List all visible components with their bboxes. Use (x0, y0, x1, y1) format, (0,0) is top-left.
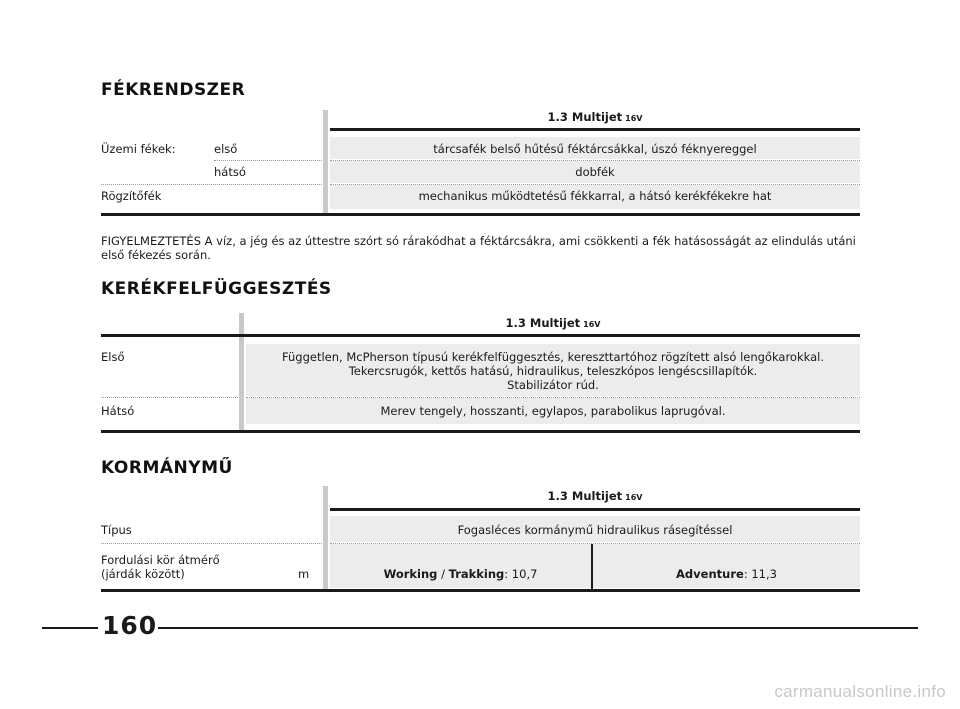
value-line: Stabilizátor rúd. (507, 378, 599, 392)
column-header-engine: 1.3 Multijet (505, 316, 581, 330)
version-trekking: Trakking (448, 567, 505, 581)
table-bottom-rule (101, 589, 860, 592)
value-suspension-front (246, 350, 860, 392)
row-label-front: Első (101, 350, 125, 364)
value-row-bg (330, 544, 860, 588)
row-label-type: Típus (101, 523, 132, 537)
row-label-parking-brake: Rögzítőfék (101, 189, 162, 203)
value-parking-brake: mechanikus működtetésű fékkarral, a hátsó kerékfékekre hat (418, 189, 772, 203)
row-label-turning-circle-note: (járdák között) (101, 567, 185, 581)
section-title-suspension: KERÉKFELFÜGGESZTÉS (101, 279, 332, 299)
value-line: Független, McPherson típusú kerékfelfüggesztés, kereszttartóhoz rögzített alsó lengőkarokkal. (282, 350, 824, 364)
version-working: Working (383, 567, 438, 581)
warning-note: FIGYELMEZTETÉS A víz, a jég és az úttestre szórt só rárakódhat a féktárcsákra, ami csökkenti a fék hatásosságát az elindulás utáni első fékezés során. (101, 234, 856, 262)
value-adventure: : 11,3 (743, 567, 777, 581)
unit-label: m (298, 567, 310, 581)
column-separator (323, 486, 328, 591)
row-label-rear: Hátsó (101, 404, 135, 418)
header-rule (330, 128, 860, 131)
section-title-steering: KORMÁNYMŰ (101, 458, 233, 478)
page-number: 160 (102, 611, 158, 640)
page-rule-right (158, 627, 918, 629)
row-divider (101, 543, 322, 544)
header-rule (330, 508, 860, 511)
slash-separator: / (437, 567, 449, 581)
column-header-engine: 1.3 Multijet (547, 489, 623, 503)
section-title-brakes: FÉKRENDSZER (101, 80, 246, 100)
value-line: Tekercsrugók, kettős hatású, hidraulikus, teleszkópos lengéscsillapítók. (348, 364, 758, 378)
value-turning-working-trekking (330, 567, 591, 581)
row-divider (101, 397, 238, 398)
column-separator (239, 313, 244, 432)
value-service-brakes-rear: dobfék (575, 165, 615, 179)
value-turning-adventure (593, 567, 860, 581)
row-label-turning-circle: Fordulási kör átmérő (101, 553, 220, 567)
value-suspension-rear: Merev tengely, hosszanti, egylapos, parabolikus laprugóval. (380, 404, 726, 418)
column-header-engine-sub: 16V (625, 114, 643, 123)
column-header-engine: 1.3 Multijet (547, 110, 623, 124)
column-header-brakes (330, 110, 860, 124)
value-working-trekking: : 10,7 (504, 567, 538, 581)
column-header-steering (330, 489, 860, 503)
value-steering-type: Fogasléces kormánymű hidraulikus rásegítéssel (457, 523, 733, 537)
value-service-brakes-front: tárcsafék belső hűtésű féktárcsákkal, úszó féknyereggel (433, 142, 757, 156)
row-sublabel-rear: hátsó (214, 165, 246, 179)
row-divider (214, 160, 322, 161)
column-header-suspension (246, 316, 860, 330)
row-divider (101, 184, 322, 185)
header-rule (101, 334, 860, 337)
table-bottom-rule (101, 430, 860, 433)
row-label-service-brakes: Üzemi fékek: (101, 142, 176, 156)
column-header-engine-sub: 16V (625, 493, 643, 502)
watermark: carmanualsonline.info (774, 682, 946, 701)
page-rule-left (42, 627, 98, 629)
version-adventure: Adventure (676, 567, 744, 581)
column-header-engine-sub: 16V (583, 320, 601, 329)
table-bottom-rule (101, 213, 860, 216)
column-separator (323, 110, 328, 215)
row-sublabel-front: első (214, 142, 238, 156)
